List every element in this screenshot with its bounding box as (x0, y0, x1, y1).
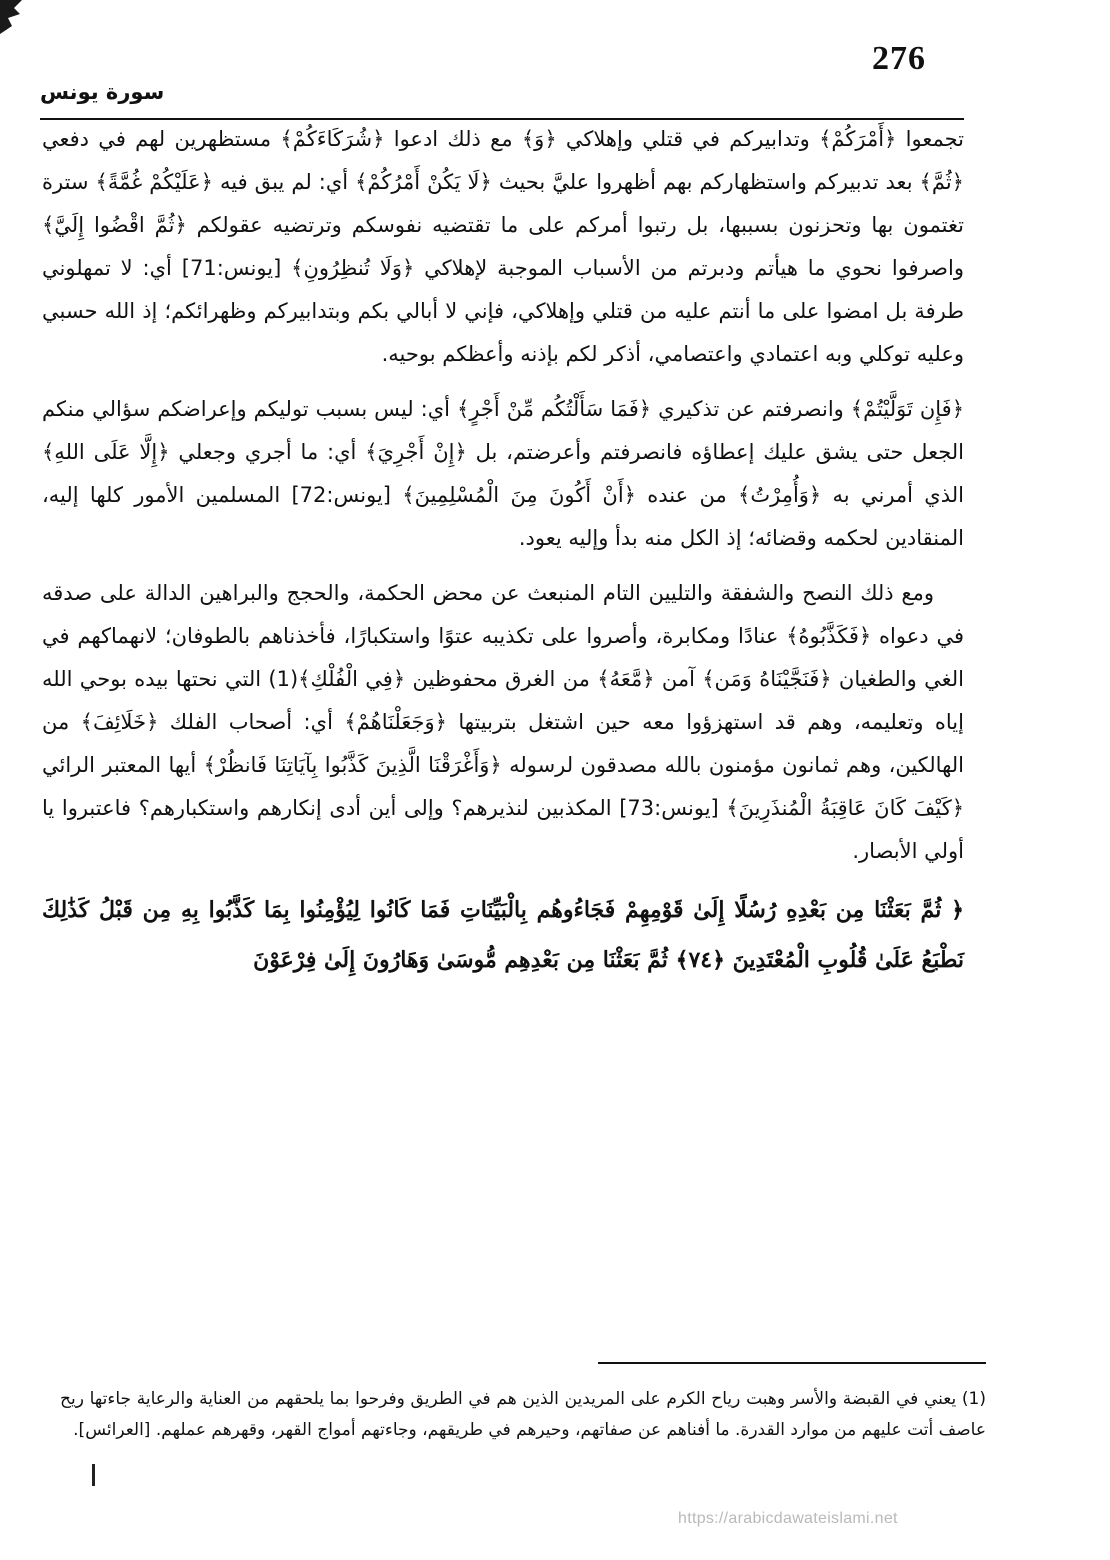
page-number: 276 (872, 40, 926, 77)
footnote: (1) يعني في القبضة والأسر وهبت رياح الكرم على المريدين الذين هم في الطريق وفرحوا بما يلحقهم من العناية والرعاية جاءتها ريح عاصف أتت عليهم من موارد القدرة. ما أفناهم عن صفاتهم، وحيرهم في طريقهم، وجاءتهم أمواج القهر، وقهرهم عملهم. [العرائس]. (60, 1389, 986, 1440)
surah-title: سورة يونس (40, 80, 165, 104)
commentary-paragraph: تجمعوا ﴿أَمْرَكُمْ﴾ وتدابيركم في قتلي وإهلاكي ﴿وَ﴾ مع ذلك ادعوا ﴿شُرَكَاءَكُمْ﴾ مستظهرين لهم في دفعي ﴿ثُمَّ﴾ بعد تدبيركم واستظهاركم بهم أظهروا عليَّ بحيث ﴿لَا يَكُنْ أَمْرُكُمْ﴾ أي: لم يبق فيه ﴿عَلَيْكُمْ غُمَّةً﴾ سترة تغتمون بها وتحزنون بسببها، بل رتبوا أمركم على ما تقتضيه نفوسكم وترتضيه عقولكم ﴿ثُمَّ اقْضُوا إِلَيَّ﴾ واصرفوا نحوي ما هيأتم ودبرتم من الأسباب الموجبة لإهلاكي ﴿وَلَا تُنظِرُونِ﴾ [يونس:71] أي: لا تمهلوني طرفة بل امضوا على ما أنتم عليه من قتلي وإهلاكي، فإني لا أبالي بكم وبتدابيركم وظهرائكم؛ إذ الله حسبي وعليه توكلي وبه اعتمادي واعتصامي، أذكر لكم بإذنه وأعظكم بوحيه. (42, 127, 964, 366)
commentary-paragraph: ومع ذلك النصح والشفقة والتليين التام المنبعث عن محض الحكمة، والحجج والبراهين الدالة على صدقه في دعواه ﴿فَكَذَّبُوهُ﴾ عنادًا ومكابرة، وأصروا على تكذيبه عتوًا واستكبارًا، فأخذناهم بالطوفان؛ لانهماكهم في الغي والطغيان ﴿فَنَجَّيْنَاهُ وَمَن﴾ آمن ﴿مَّعَهُ﴾ من الغرق محفوظين ﴿فِي الْفُلْكِ﴾(1) التي نحتها بيده بوحي الله إياه وتعليمه، وهم قد استهزؤوا معه حين اشتغل بتربيتها ﴿وَجَعَلْنَاهُمْ﴾ أي: أصحاب الفلك ﴿خَلَائِفَ﴾ من الهالكين، وهم ثمانون مؤمنون بالله مصدقون لرسوله ﴿وَأَغْرَقْنَا الَّذِينَ كَذَّبُوا بِآيَاتِنَا فَانظُرْ﴾ أيها المعتبر الرائي ﴿كَيْفَ كَانَ عَاقِبَةُ الْمُنذَرِينَ﴾ [يونس:73] المكذبين لنذيرهم؟ وإلى أين أدى إنكارهم واستكبارهم؟ فاعتبروا يا أولي الأبصار. (42, 581, 964, 863)
commentary-paragraph: ﴿فَإِن تَوَلَّيْتُمْ﴾ وانصرفتم عن تذكيري ﴿فَمَا سَأَلْتُكُم مِّنْ أَجْرٍ﴾ أي: ليس بسبب توليكم وإعراضكم سؤالي منكم الجعل حتى يشق عليك إعطاؤه فانصرفتم وأعرضتم، بل ﴿إِنْ أَجْرِيَ﴾ أي: ما أجري وجعلي ﴿إِلَّا عَلَى اللهِ﴾ الذي أمرني به ﴿وَأُمِرْتُ﴾ من عنده ﴿أَنْ أَكُونَ مِنَ الْمُسْلِمِينَ﴾ [يونس:72] المسلمين الأمور كلها إليه، المنقادين لحكمه وقضائه؛ إذ الكل منه بدأ وإليه يعود. (42, 397, 964, 550)
quran-verse: ﴿ ثُمَّ بَعَثْنَا مِن بَعْدِهِ رُسُلًا إِلَىٰ قَوْمِهِمْ فَجَاءُوهُم بِالْبَيِّنَاتِ فَمَا كَانُوا لِيُؤْمِنُوا بِمَا كَذَّبُوا بِهِ مِن قَبْلُ كَذَٰلِكَ نَطْبَعُ عَلَىٰ قُلُوبِ الْمُعْتَدِينَ ﴿٧٤﴾ ثُمَّ بَعَثْنَا مِن بَعْدِهِم مُّوسَىٰ وَهَارُونَ إِلَىٰ فِرْعَوْنَ (42, 897, 964, 973)
commentary-body (42, 118, 964, 985)
scan-edge-mark (92, 1464, 95, 1486)
footnote-divider (598, 1362, 986, 1364)
watermark-url: https://arabicdawateislami.net (678, 1510, 898, 1527)
scan-artifact-icon (0, 0, 28, 34)
